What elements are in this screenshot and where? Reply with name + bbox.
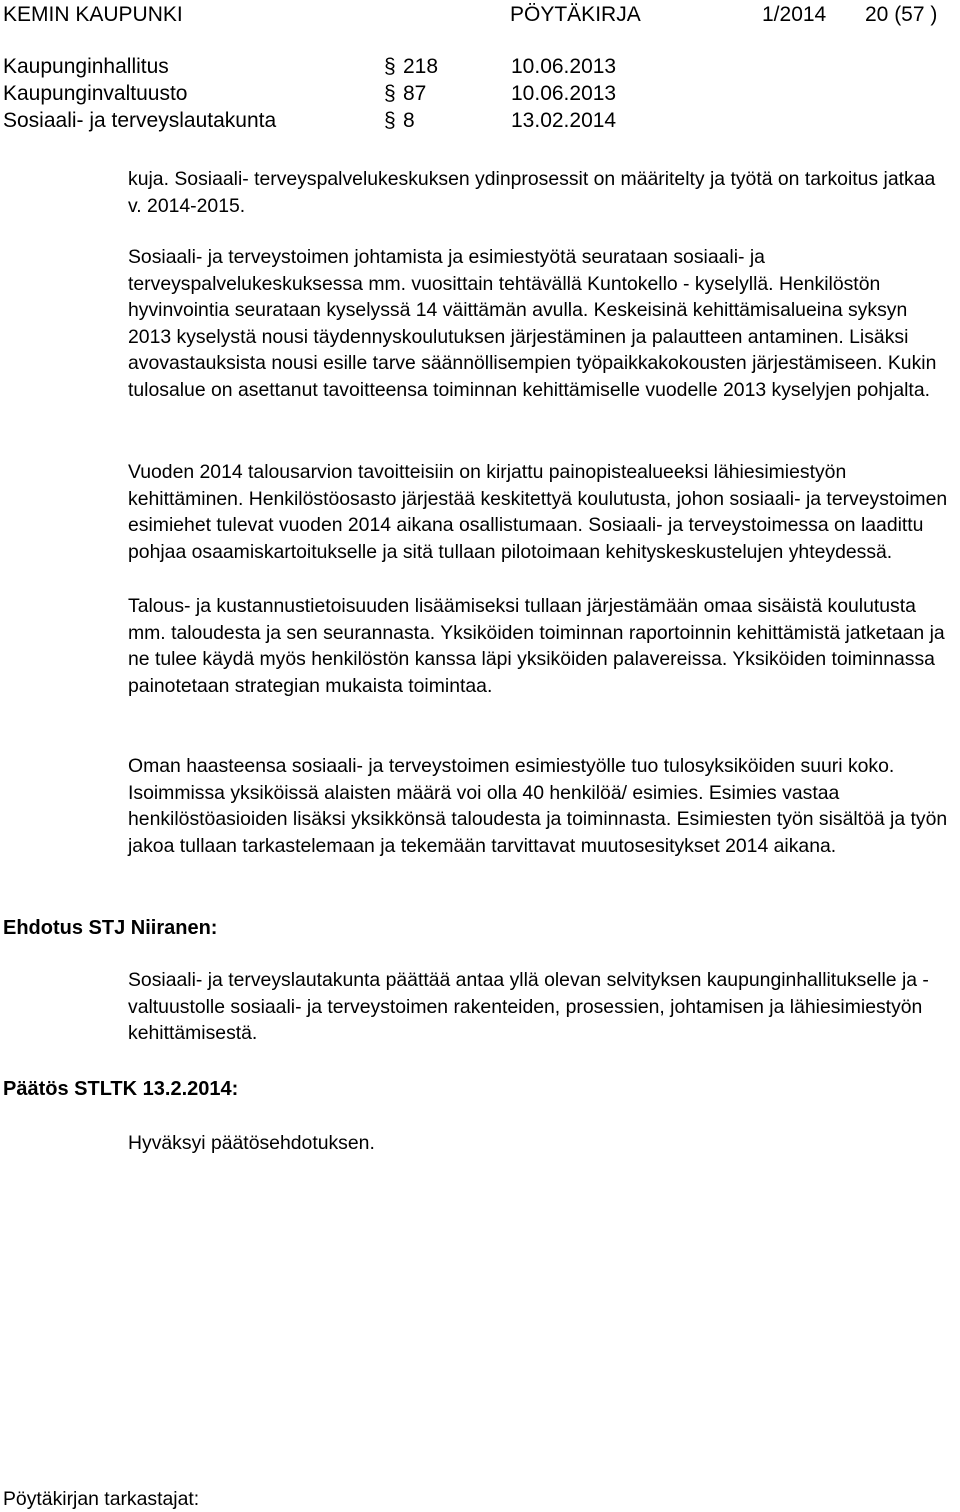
- paragraph: Sosiaali- ja terveystoimen johtamista ja esimiestyötä seurataan sosiaali- ja terveyspalvelukeskuksessa mm. vuosittain tehtävällä Kuntokello - kyselyllä. Henkilöstön hyvinvointia seurataan kyselyssä 14 väittämän avulla. Keskeisinä kehittämisalueina syksyn 2013 kyselystä nousi täydennyskoulutuksen järjestäminen ja palautteen antaminen. Lisäksi avovastauksista nousi esille tarve säännöllisempien työpaikkakokousten järjestämiseen. Kukin tulosalue on asettanut tavoitteensa toiminnan kehittämiselle vuodelle 2013 kyselyjen pohjalta.: [128, 246, 937, 401]
- section-number: 87: [403, 82, 427, 105]
- section-sign: §: [384, 109, 396, 132]
- proposal-label: Ehdotus STJ Niiranen:: [3, 917, 218, 939]
- paragraph: Talous- ja kustannustietoisuuden lisäämiseksi tullaan järjestämään omaa sisäistä koulutusta mm. taloudesta ja sen seurannasta. Yksiköiden toiminnan raportoinnin kehittämistä jatketaan ja ne tulee käydä myös henkilöstön kanssa läpi yksiköiden palavereissa. Yksiköiden toiminnassa painotetaan strategian mukaista toimintaa.: [128, 595, 945, 697]
- page-number: 20 (57 ): [865, 3, 938, 26]
- section-number: 8: [403, 109, 415, 132]
- organization-name: KEMIN KAUPUNKI: [3, 3, 183, 26]
- meeting-body: Kaupunginhallitus: [3, 55, 169, 78]
- proposal-text: Sosiaali- ja terveyslautakunta päättää antaa yllä olevan selvityksen kaupunginhallitukselle ja -valtuustolle sosiaali- ja terveystoimen rakenteiden, prosessien, johtamisen ja lähiesimiestyön kehittämisestä.: [128, 969, 929, 1045]
- decision-label: Päätös STLTK 13.2.2014:: [3, 1078, 239, 1100]
- paragraph: Vuoden 2014 talousarvion tavoitteisiin on kirjattu painopistealueeksi lähiesimiestyön kehittäminen. Henkilöstöosasto järjestää keskitettyä koulutusta, johon sosiaali- ja terveystoimen esimiehet tulevat vuoden 2014 aikana osallistumaan. Sosiaali- ja terveystoimessa on laadittu pohjaa osaamiskartoitukselle ja sitä tullaan pilotoimaan kehityskeskustelujen yhteydessä.: [128, 461, 948, 563]
- decision-text: Hyväksyi päätösehdotuksen.: [128, 1132, 375, 1154]
- paragraph: Oman haasteensa sosiaali- ja terveystoimen esimiestyölle tuo tulosyksiköiden suuri koko. Isoimmissa yksiköissä alaisten määrä voi olla 40 henkilöä/ esimies. Esimies vastaa henkilöstöasioiden lisäksi yksikkönsä taloudesta ja toiminnasta. Esimiesten työn sisältöä ja työn jakoa tullaan tarkastelemaan ja tekemään tarvittavat muutosesitykset 2014 aikana.: [128, 755, 948, 857]
- document-number: 1/2014: [762, 3, 827, 26]
- meeting-body: Kaupunginvaltuusto: [3, 82, 188, 105]
- meeting-date: 10.06.2013: [511, 82, 617, 105]
- section-sign: §: [384, 55, 396, 78]
- meeting-date: 13.02.2014: [511, 109, 617, 132]
- meeting-references: [0, 54, 640, 135]
- meeting-row: [0, 54, 640, 81]
- document-type: PÖYTÄKIRJA: [510, 3, 641, 26]
- meeting-body: Sosiaali- ja terveyslautakunta: [3, 109, 277, 132]
- minutes-checkers-label: Pöytäkirjan tarkastajat:: [3, 1488, 200, 1510]
- meeting-row: [0, 108, 640, 135]
- section-sign: §: [384, 82, 396, 105]
- meeting-row: [0, 81, 640, 108]
- section-number: 218: [403, 55, 439, 78]
- meeting-date: 10.06.2013: [511, 55, 617, 78]
- paragraph: kuja. Sosiaali- terveyspalvelukeskuksen ydinprosessit on määritelty ja työtä on tarkoitus jatkaa v. 2014-2015.: [128, 168, 936, 217]
- page-header: [0, 0, 960, 30]
